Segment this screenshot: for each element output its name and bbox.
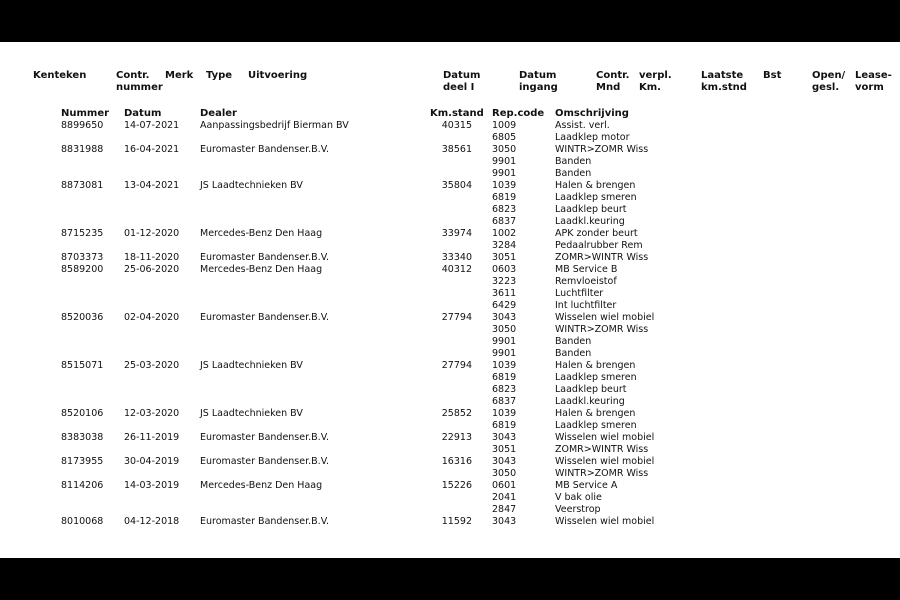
table-row — [0, 312, 900, 324]
row-kmstand: 33974 — [441, 228, 472, 239]
table-row — [0, 336, 900, 348]
row-repcode: 3284 — [492, 240, 517, 251]
row-repcode: 3050 — [492, 144, 517, 155]
header-datum-deel: Datum deel I — [443, 70, 481, 93]
row-datum: 02-04-2020 — [124, 312, 180, 323]
table-row — [0, 180, 900, 192]
row-omschrijving: Assist. verl. — [555, 120, 610, 131]
header-bst: Bst — [763, 70, 782, 81]
row-dealer: Euromaster Bandenser.B.V. — [200, 144, 329, 155]
row-repcode: 6823 — [492, 384, 517, 395]
table-row — [0, 348, 900, 360]
row-datum: 13-04-2021 — [124, 180, 180, 191]
row-omschrijving: Halen & brengen — [555, 180, 636, 191]
table-row — [0, 372, 900, 384]
header-type: Type — [206, 70, 233, 81]
row-omschrijving: Laadklep smeren — [555, 372, 637, 383]
header-contr-mnd: Contr. Mnd — [596, 70, 630, 93]
table-row — [0, 504, 900, 516]
row-repcode: 1039 — [492, 408, 517, 419]
row-repcode: 9901 — [492, 348, 517, 359]
row-datum: 18-11-2020 — [124, 252, 180, 263]
table-row — [0, 156, 900, 168]
row-omschrijving: Laadklep smeren — [555, 192, 637, 203]
row-nummer: 8520106 — [61, 408, 104, 419]
row-repcode: 6819 — [492, 420, 517, 431]
header-lease-vorm: Lease- vorm — [855, 70, 892, 93]
table-row — [0, 480, 900, 492]
row-omschrijving: Halen & brengen — [555, 360, 636, 371]
header-kenteken: Kenteken — [33, 70, 87, 81]
header-merk: Merk — [165, 70, 194, 81]
row-nummer: 8589200 — [61, 264, 104, 275]
table-row — [0, 240, 900, 252]
row-omschrijving: Banden — [555, 156, 592, 167]
column-kmstand: Km.stand — [430, 108, 484, 119]
row-kmstand: 38561 — [441, 144, 472, 155]
row-kmstand: 15226 — [441, 480, 472, 491]
table-row — [0, 396, 900, 408]
row-repcode: 1009 — [492, 120, 517, 131]
column-repcode: Rep.code — [492, 108, 545, 119]
row-omschrijving: MB Service A — [555, 480, 618, 491]
row-kmstand: 16316 — [441, 456, 472, 467]
row-omschrijving: Int luchtfilter — [555, 300, 617, 311]
row-omschrijving: Luchtfilter — [555, 288, 604, 299]
row-repcode: 3051 — [492, 252, 517, 263]
header-uitvoering: Uitvoering — [248, 70, 308, 81]
row-kmstand: 40315 — [441, 120, 472, 131]
row-repcode: 2847 — [492, 504, 517, 515]
row-repcode: 3043 — [492, 312, 517, 323]
row-omschrijving: WINTR>ZOMR Wiss — [555, 144, 649, 155]
row-kmstand: 27794 — [441, 360, 472, 371]
table-row — [0, 228, 900, 240]
row-datum: 01-12-2020 — [124, 228, 180, 239]
row-nummer: 8520036 — [61, 312, 104, 323]
table-row — [0, 192, 900, 204]
row-dealer: Mercedes-Benz Den Haag — [200, 480, 323, 491]
row-nummer: 8010068 — [61, 516, 104, 527]
row-dealer: JS Laadtechnieken BV — [200, 180, 303, 191]
row-omschrijving: Banden — [555, 168, 592, 179]
row-dealer: JS Laadtechnieken BV — [200, 360, 303, 371]
row-kmstand: 35804 — [441, 180, 472, 191]
row-datum: 30-04-2019 — [124, 456, 180, 467]
table-row — [0, 360, 900, 372]
column-omschrijving: Omschrijving — [555, 108, 629, 119]
row-nummer: 8703373 — [61, 252, 104, 263]
row-kmstand: 40312 — [441, 264, 472, 275]
row-repcode: 3051 — [492, 444, 517, 455]
row-omschrijving: V bak olie — [555, 492, 602, 503]
row-omschrijving: Wisselen wiel mobiel — [555, 516, 655, 527]
row-nummer: 8873081 — [61, 180, 104, 191]
header-open-gesl: Open/ gesl. — [812, 70, 846, 93]
row-omschrijving: APK zonder beurt — [555, 228, 638, 239]
document-page — [0, 42, 900, 558]
row-datum: 25-03-2020 — [124, 360, 180, 371]
table-row — [0, 432, 900, 444]
row-omschrijving: ZOMR>WINTR Wiss — [555, 252, 649, 263]
table-row — [0, 288, 900, 300]
column-dealer: Dealer — [200, 108, 237, 119]
row-omschrijving: Laadkl.keuring — [555, 216, 625, 227]
row-dealer: Aanpassingsbedrijf Bierman BV — [200, 120, 349, 131]
table-row — [0, 132, 900, 144]
row-repcode: 6837 — [492, 216, 517, 227]
row-nummer: 8114206 — [61, 480, 104, 491]
table-row — [0, 216, 900, 228]
row-omschrijving: Veerstrop — [555, 504, 601, 515]
table-row — [0, 408, 900, 420]
row-omschrijving: Banden — [555, 348, 592, 359]
row-repcode: 6837 — [492, 396, 517, 407]
row-repcode: 6819 — [492, 372, 517, 383]
row-nummer: 8715235 — [61, 228, 104, 239]
table-row — [0, 264, 900, 276]
row-kmstand: 27794 — [441, 312, 472, 323]
table-row — [0, 468, 900, 480]
row-nummer: 8831988 — [61, 144, 104, 155]
row-repcode: 6823 — [492, 204, 517, 215]
row-dealer: Euromaster Bandenser.B.V. — [200, 516, 329, 527]
row-dealer: Euromaster Bandenser.B.V. — [200, 456, 329, 467]
table-row — [0, 456, 900, 468]
row-omschrijving: Laadklep motor — [555, 132, 630, 143]
row-repcode: 1002 — [492, 228, 517, 239]
row-nummer: 8515071 — [61, 360, 104, 371]
row-dealer: Euromaster Bandenser.B.V. — [200, 432, 329, 443]
header-datum-ingang: Datum ingang — [519, 70, 558, 93]
row-repcode: 2041 — [492, 492, 517, 503]
row-dealer: Mercedes-Benz Den Haag — [200, 228, 323, 239]
row-omschrijving: Banden — [555, 336, 592, 347]
table-row — [0, 252, 900, 264]
row-repcode: 3043 — [492, 432, 517, 443]
row-repcode: 3611 — [492, 288, 517, 299]
row-omschrijving: MB Service B — [555, 264, 618, 275]
row-omschrijving: Pedaalrubber Rem — [555, 240, 643, 251]
row-omschrijving: Laadklep smeren — [555, 420, 637, 431]
row-repcode: 3050 — [492, 324, 517, 335]
table-row — [0, 300, 900, 312]
row-kmstand: 11592 — [441, 516, 472, 527]
row-repcode: 6805 — [492, 132, 517, 143]
row-dealer: Mercedes-Benz Den Haag — [200, 264, 323, 275]
row-datum: 14-03-2019 — [124, 480, 180, 491]
header-contr-nummer: Contr. nummer — [116, 70, 163, 93]
row-nummer: 8383038 — [61, 432, 104, 443]
table-row — [0, 168, 900, 180]
row-omschrijving: Wisselen wiel mobiel — [555, 456, 655, 467]
row-kmstand: 22913 — [441, 432, 472, 443]
row-omschrijving: Wisselen wiel mobiel — [555, 432, 655, 443]
row-kmstand: 33340 — [441, 252, 472, 263]
table-row — [0, 492, 900, 504]
row-repcode: 9901 — [492, 156, 517, 167]
row-dealer: JS Laadtechnieken BV — [200, 408, 303, 419]
table-row — [0, 120, 900, 132]
row-datum: 16-04-2021 — [124, 144, 180, 155]
row-omschrijving: Laadkl.keuring — [555, 396, 625, 407]
row-nummer: 8173955 — [61, 456, 104, 467]
row-omschrijving: Laadklep beurt — [555, 384, 627, 395]
header-laatste-kmstnd: Laatste km.stnd — [701, 70, 747, 93]
table-row — [0, 144, 900, 156]
row-datum: 14-07-2021 — [124, 120, 180, 131]
row-datum: 25-06-2020 — [124, 264, 180, 275]
table-row — [0, 324, 900, 336]
row-omschrijving: Halen & brengen — [555, 408, 636, 419]
table-row — [0, 204, 900, 216]
row-kmstand: 25852 — [441, 408, 472, 419]
row-repcode: 3223 — [492, 276, 517, 287]
row-repcode: 6819 — [492, 192, 517, 203]
row-omschrijving: WINTR>ZOMR Wiss — [555, 468, 649, 479]
row-repcode: 0601 — [492, 480, 517, 491]
row-repcode: 3043 — [492, 456, 517, 467]
row-repcode: 1039 — [492, 180, 517, 191]
row-repcode: 9901 — [492, 168, 517, 179]
table-row — [0, 384, 900, 396]
table-row — [0, 516, 900, 528]
column-nummer: Nummer — [61, 108, 110, 119]
row-repcode: 6429 — [492, 300, 517, 311]
header-verpl-km: verpl. Km. — [639, 70, 672, 93]
row-datum: 12-03-2020 — [124, 408, 180, 419]
row-repcode: 1039 — [492, 360, 517, 371]
row-omschrijving: WINTR>ZOMR Wiss — [555, 324, 649, 335]
row-dealer: Euromaster Bandenser.B.V. — [200, 312, 329, 323]
row-omschrijving: Wisselen wiel mobiel — [555, 312, 655, 323]
row-repcode: 0603 — [492, 264, 517, 275]
row-repcode: 3050 — [492, 468, 517, 479]
row-nummer: 8899650 — [61, 120, 104, 131]
row-omschrijving: Remvloeistof — [555, 276, 617, 287]
column-datum: Datum — [124, 108, 162, 119]
row-dealer: Euromaster Bandenser.B.V. — [200, 252, 329, 263]
table-row — [0, 444, 900, 456]
row-datum: 04-12-2018 — [124, 516, 180, 527]
row-repcode: 9901 — [492, 336, 517, 347]
row-repcode: 3043 — [492, 516, 517, 527]
table-row — [0, 420, 900, 432]
table-row — [0, 276, 900, 288]
row-omschrijving: ZOMR>WINTR Wiss — [555, 444, 649, 455]
row-omschrijving: Laadklep beurt — [555, 204, 627, 215]
row-datum: 26-11-2019 — [124, 432, 180, 443]
